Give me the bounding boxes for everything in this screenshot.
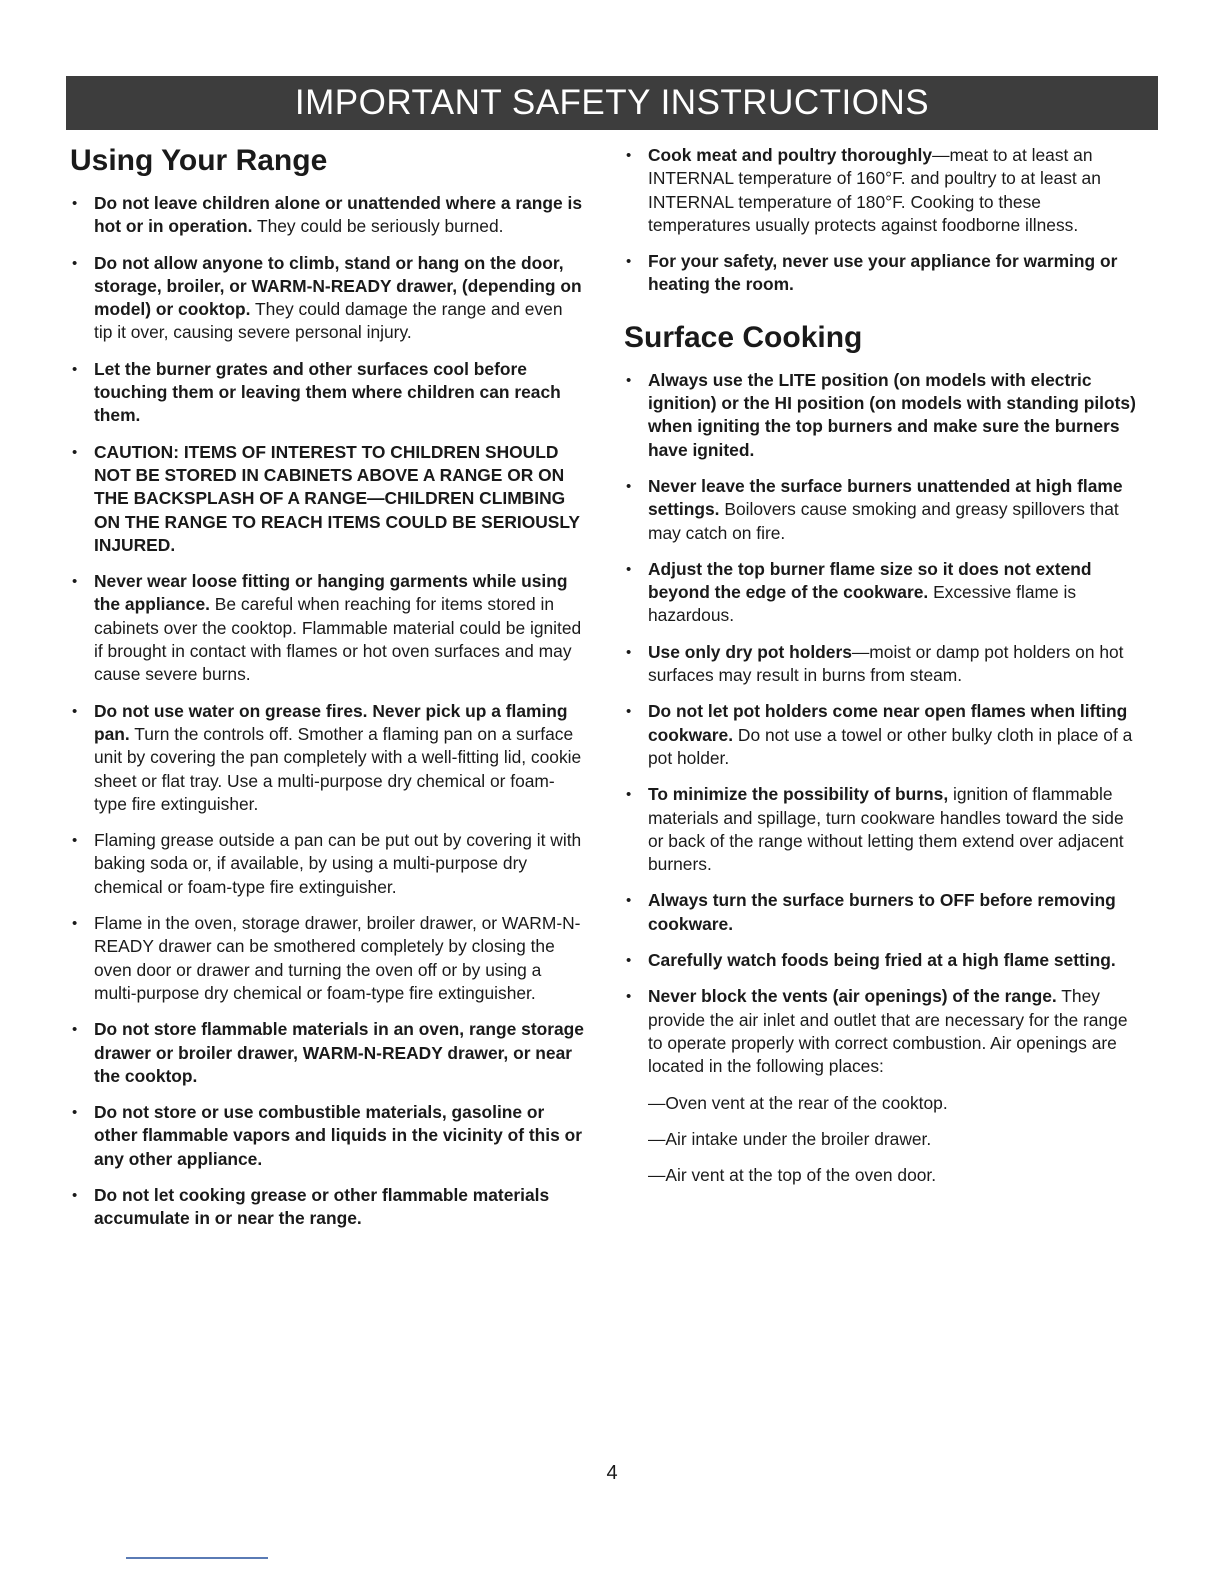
item-text: Do not use a towel or other bulky cloth in place of a pot holder. [648, 724, 1133, 768]
list-item [70, 1184, 585, 1231]
item-bold: Never leave the surface burners unattended at high flame settings. [648, 475, 1123, 520]
list-item [70, 441, 585, 557]
item-bold: Never wear loose fitting or hanging garments while using the appliance. [94, 571, 568, 615]
item-bold: CAUTION: ITEMS OF INTEREST TO CHILDREN SHOULD NOT BE STORED IN CABINETS ABOVE A RANGE OR ON THE BACKSPLASH OF A RANGE—CHILDREN CLIMBING ON THE RANGE TO REACH ITEMS COULD BE SERIOUSLY INJURED. [94, 441, 580, 555]
list-item [624, 783, 1139, 876]
item-text: They could damage the range and even tip it over, causing severe personal injury. [94, 299, 563, 343]
section-heading-surface-cooking: Surface Cooking [624, 320, 863, 354]
cooking-safety-list [624, 144, 1139, 297]
vent-location-item: —Air vent at the top of the oven door. [648, 1165, 937, 1186]
list-item [624, 985, 1139, 1078]
item-bold: Do not leave children alone or unattended where a range is hot or in operation. [94, 193, 583, 237]
list-item [624, 641, 1139, 688]
using-range-list [70, 192, 585, 1231]
item-text: Turn the controls off. Smother a flaming pan on a surface unit by covering the pan completely with a well-fitting lid, cookie sheet or flat tray. Use a multi-purpose dry chemical or foam-type fire extinguisher. [94, 723, 582, 814]
surface-cooking-list [624, 369, 1139, 1079]
list-item [70, 1101, 585, 1171]
list-item [70, 829, 585, 899]
list-item [70, 570, 585, 686]
item-bold: Do not let cooking grease or other flammable materials accumulate in or near the range. [94, 1184, 550, 1229]
banner-title: IMPORTANT SAFETY INSTRUCTIONS [294, 83, 930, 122]
item-bold: Do not let pot holders come near open flames when lifting cookware. [648, 701, 1128, 745]
item-text: —meat to at least an INTERNAL temperature of 160°F. and poultry to at least an INTERNAL temperature of 180°F. Cooking to these temperatures usually protects against foodborne illness. [648, 145, 1101, 235]
safety-banner [66, 76, 1158, 130]
list-item [70, 700, 585, 816]
item-bold: Do not use water on grease fires. Never pick up a flaming pan. [94, 700, 568, 744]
section-heading-using-your-range: Using Your Range [70, 144, 328, 177]
vent-location-item: —Air intake under the broiler drawer. [648, 1128, 932, 1149]
item-bold: Adjust the top burner flame size so it does not extend beyond the edge of the cookware. [648, 558, 1092, 603]
list-item [624, 889, 1139, 936]
list-item [624, 369, 1139, 462]
item-bold: Let the burner grates and other surfaces cool before touching them or leaving them where children can reach them. [94, 358, 561, 426]
item-text: Flame in the oven, storage drawer, broiler drawer, or WARM-N-READY drawer can be smothered completely by closing the oven door or drawer and turning the oven off or by using a multi-purpose dry chemical or foam-type fire extinguisher. [94, 913, 581, 1003]
vent-location-item: —Oven vent at the rear of the cooktop. [648, 1092, 948, 1113]
item-text: Flaming grease outside a pan can be put out by covering it with baking soda or, if available, by using a multi-purpose dry chemical or foam-type fire extinguisher. [94, 830, 582, 897]
list-item [70, 252, 585, 345]
list-item [70, 912, 585, 1005]
item-text: —moist or damp pot holders on hot surfaces may result in burns from steam. [648, 641, 1124, 686]
list-item [70, 358, 585, 428]
footer-divider [126, 1557, 268, 1559]
item-bold: Never block the vents (air openings) of the range. [648, 986, 1057, 1007]
item-text: They provide the air inlet and outlet that are necessary for the range to operate properly with correct combustion. Air openings are located in the following places: [648, 986, 1128, 1077]
vent-locations-list [624, 1092, 1139, 1188]
list-item [70, 1018, 585, 1088]
list-item [624, 144, 1139, 237]
item-bold: Do not store flammable materials in an oven, range storage drawer or broiler drawer, WARM-N-READY drawer, or near the cooktop. [94, 1019, 584, 1086]
list-item [624, 949, 1139, 972]
item-text: ignition of flammable materials and spillage, turn cookware handles toward the side or back of the range without letting them extend over adjacent burners. [648, 784, 1124, 875]
item-text: Excessive flame is hazardous. [648, 582, 1077, 626]
left-column [70, 144, 585, 1244]
list-item [624, 250, 1139, 297]
item-bold: Carefully watch foods being fried at a high flame setting. [648, 950, 1116, 971]
page-number: 4 [606, 1462, 618, 1484]
item-text: Be careful when reaching for items stored in cabinets over the cooktop. Flammable material could be ignited if brought in contact with flames or hot oven surfaces and may cause severe burns. [94, 594, 582, 685]
item-bold: Do not store or use combustible materials, gasoline or other flammable vapors and liquids in the vicinity of this or any other appliance. [94, 1102, 582, 1169]
list-item [624, 700, 1139, 770]
item-bold: Cook meat and poultry thoroughly [648, 145, 933, 165]
item-bold: Always use the LITE position (on models with electric ignition) or the HI position (on models with standing pilots) when igniting the top burners and make sure the burners have ignited. [648, 369, 1136, 460]
list-item [624, 475, 1139, 545]
list-item [624, 558, 1139, 628]
item-bold: Do not allow anyone to climb, stand or hang on the door, storage, broiler, or WARM-N-READY drawer, (depending on model) or cooktop. [94, 252, 582, 320]
item-bold: For your safety, never use your appliance for warming or heating the room. [648, 251, 1118, 295]
item-bold: Always turn the surface burners to OFF before removing cookware. [648, 890, 1116, 934]
item-text: They could be seriously burned. [252, 216, 504, 237]
item-text: Boilovers cause smoking and greasy spillovers that may catch on fire. [648, 499, 1119, 543]
list-item [70, 192, 585, 239]
item-bold: To minimize the possibility of burns, [648, 784, 949, 805]
right-column [624, 144, 1139, 1200]
item-bold: Use only dry pot holders [648, 641, 852, 662]
